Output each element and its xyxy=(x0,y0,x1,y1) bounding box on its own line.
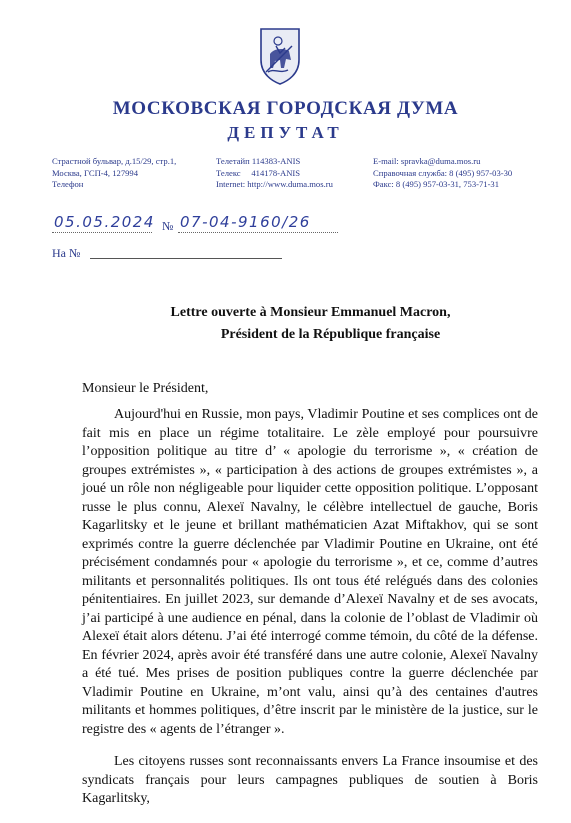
address-line: Москва, ГСП-4, 127994 xyxy=(52,167,139,178)
email-line: Факс: 8 (495) 957-03-31, 753-71-31 xyxy=(373,179,500,189)
letter-body xyxy=(82,406,538,823)
email-line: E-mail: spravka@duma.mos.ru xyxy=(373,156,481,166)
reference-line xyxy=(90,258,282,259)
telecom-line: Internet: http://www.duma.mos.ru xyxy=(216,179,333,189)
moscow-coat-of-arms-icon xyxy=(258,26,302,86)
telecom-line: Телетайп 114383-ANIS xyxy=(216,156,301,166)
paragraph: Aujourd'hui en Russie, mon pays, Vladimir Poutine et ses complices ont de fait mis en place un régime totalitaire. Le zèle employé pour poursuivre l’opposition politique au titre d’ « apologie du terrorisme », « création de groupes extrémistes », « participation à des actions de groupes extrémistes », a joué un rôle non négligeable pour liquider cette opposition politique. L’opposant russe le plus connu, Alexeï Navalny, le célèbre intellectuel de gauche, Boris Kagarlitsky et le jeune et brillant mathématicien Azat Miftakhov, qui se sont exprimés contre la guerre déclenchée par Vladimir Poutine en Ukraine, ont été précisément condamnés pour « apologie du terrorisme », et ce, comme d’autres militants et personnalités politiques. Ils ont tous été relégués dans des colonies pénitentiaires. En juillet 2023, sur demande d’Alexeï Navalny et de ses avocats, j’ai participé à une audience en pénal, dans la colonie de l’oblast de Vladimir où Alexeï était alors détenu. J’ai été interrogé comme témoin, du côté de la défense. En février 2024, après avoir été transféré dans une autre colonie, Alexeï Navalny a été tué. Mes prises de position publiques contre la guerre déclenchée par Vladimir Poutine en Ukraine, m’ont valu, ainsi qu’à des centaines d'autres militants et hommes politiques, d’être inscrit par le ministère de la justice, sur le registre des « agents de l’étranger ». xyxy=(82,407,538,737)
email-line: Справочная служба: 8 (495) 957-03-30 xyxy=(373,167,513,178)
telecom-line: Телекс 414178-ANIS xyxy=(216,167,301,178)
registration-number: 07-04-9160/26 xyxy=(180,213,311,231)
address-block xyxy=(52,156,176,191)
number-sign: № xyxy=(162,219,174,233)
addressee-line-2: Président de la République française xyxy=(220,327,441,342)
org-name: МОСКОВСКАЯ ГОРОДСКАЯ ДУМА xyxy=(112,98,459,119)
email-block xyxy=(373,156,512,191)
paragraph: Les citoyens russes sont reconnaissants envers La France insoumise et des syndicats français pour leurs campagnes publiques de soutien à Boris Kagarlitsky, xyxy=(82,754,538,806)
date-underline xyxy=(52,232,152,233)
addressee-line-1: Lettre ouverte à Monsieur Emmanuel Macron, xyxy=(170,305,451,320)
reference-label: На № xyxy=(52,246,81,260)
registration-date: 05.05.2024 xyxy=(54,213,155,231)
telecom-block xyxy=(216,156,333,191)
address-line: Страстной бульвар, д.15/29, стр.1, xyxy=(52,156,177,166)
org-subtitle: ДЕПУТАТ xyxy=(227,123,344,142)
salutation: Monsieur le Président, xyxy=(82,381,209,396)
number-underline xyxy=(178,232,338,233)
address-line: Телефон xyxy=(52,179,84,189)
registration-line xyxy=(52,210,352,240)
